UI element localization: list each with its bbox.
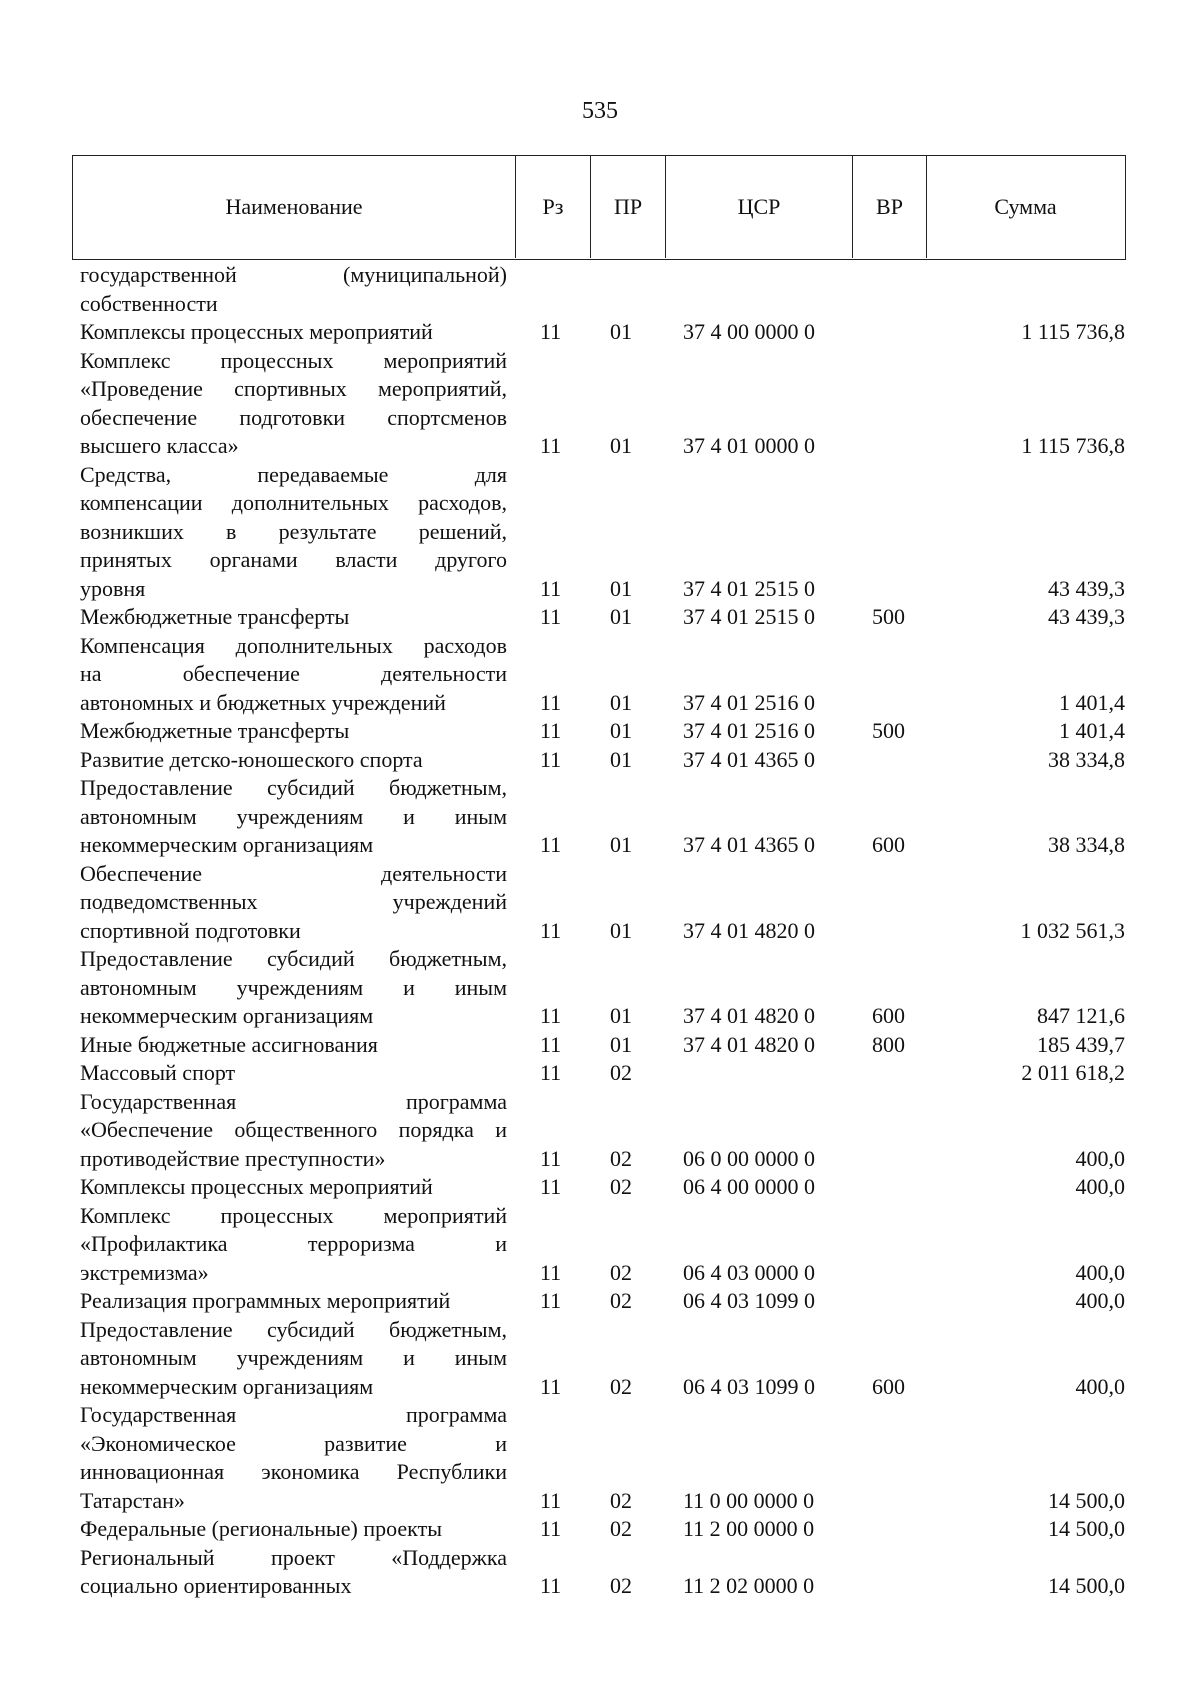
row-name-line: инновационная экономика Республики: [80, 1459, 507, 1484]
row-name-line: автономным учреждениям и иным: [80, 803, 507, 829]
row-pr: 02: [610, 1487, 632, 1513]
row-csr: 37 4 01 4365 0: [683, 832, 815, 857]
row-name-line: Компенсация дополнительных расходов: [80, 632, 507, 658]
row-name: [80, 461, 507, 604]
row-rz: 11: [540, 718, 562, 743]
row-name-line: высшего класса»: [80, 433, 239, 458]
row-name-line: Реализация программных мероприятий: [80, 1288, 451, 1313]
row-pr: 01: [610, 917, 632, 943]
row-csr: 06 0 00 0000 0: [683, 1145, 815, 1171]
row-sum: 1 032 561,3: [1020, 917, 1125, 943]
row-name: [80, 1059, 507, 1088]
header-vr: ВР: [853, 156, 927, 258]
row-pr: 02: [610, 1516, 632, 1541]
table-row: [0, 945, 1200, 1031]
row-name-line: компенсации дополнительных расходов,: [80, 490, 507, 515]
row-name-line: «Обеспечение общественного порядка и: [80, 1117, 507, 1142]
table-row: [0, 1316, 1200, 1402]
row-vr: 500: [872, 604, 905, 629]
row-pr: 02: [610, 1174, 632, 1199]
row-pr: 02: [610, 1060, 632, 1085]
row-csr: 11 2 02 0000 0: [683, 1573, 815, 1598]
row-name-line: государственной (муниципальной): [80, 262, 507, 287]
row-name-line: Иные бюджетные ассигнования: [80, 1031, 378, 1057]
row-name: [80, 1401, 507, 1515]
row-name: [80, 603, 507, 632]
row-csr: 37 4 01 4820 0: [683, 1031, 815, 1057]
row-rz: 11: [540, 1516, 562, 1541]
row-name: [80, 347, 507, 461]
row-vr: 500: [872, 718, 905, 743]
row-sum: 38 334,8: [1048, 746, 1125, 772]
row-csr: 37 4 01 4820 0: [683, 917, 815, 943]
row-rz: 11: [540, 1373, 562, 1399]
row-name-line: Татарстан»: [80, 1487, 185, 1513]
row-pr: 02: [610, 1145, 632, 1171]
row-name-line: Комплекс процессных мероприятий: [80, 1202, 507, 1228]
row-name-line: уровня: [80, 575, 146, 601]
row-name-line: Обеспечение деятельности: [80, 860, 507, 886]
table-row: [0, 1515, 1200, 1544]
row-csr: 37 4 01 4820 0: [683, 1003, 815, 1028]
row-csr: 06 4 03 0000 0: [683, 1259, 815, 1285]
row-csr: 11 0 00 0000 0: [683, 1487, 815, 1513]
row-pr: 01: [610, 319, 632, 344]
row-sum: 400,0: [1075, 1288, 1125, 1313]
page-number: 535: [582, 98, 618, 124]
row-rz: 11: [540, 1288, 562, 1313]
row-pr: 02: [610, 1573, 632, 1598]
table-row: [0, 1059, 1200, 1088]
row-rz: 11: [540, 1031, 562, 1057]
row-name: [80, 1202, 507, 1288]
row-pr: 02: [610, 1373, 632, 1399]
row-pr: 01: [610, 746, 632, 772]
row-name: [80, 746, 507, 775]
row-name-line: автономным учреждениям и иным: [80, 974, 507, 1000]
row-name: [80, 1287, 507, 1316]
header-sum: Сумма: [994, 194, 1057, 219]
row-csr: 37 4 01 4365 0: [683, 746, 815, 772]
row-name-line: некоммерческим организациям: [80, 832, 374, 857]
row-name-line: обеспечение подготовки спортсменов: [80, 404, 507, 430]
row-pr: 01: [610, 718, 632, 743]
row-rz: 11: [540, 1573, 562, 1598]
row-sum: 847 121,6: [1037, 1003, 1125, 1028]
row-rz: 11: [540, 746, 562, 772]
table-row: [0, 1088, 1200, 1174]
table-row: [0, 1202, 1200, 1288]
row-name-line: противодействие преступности»: [80, 1145, 386, 1171]
row-rz: 11: [540, 433, 562, 458]
row-rz: 11: [540, 575, 562, 601]
row-name-line: Комплексы процессных мероприятий: [80, 319, 433, 344]
row-sum: 185 439,7: [1037, 1031, 1125, 1057]
row-sum: 14 500,0: [1048, 1487, 1125, 1513]
row-name-line: экстремизма»: [80, 1259, 209, 1285]
row-sum: 1 401,4: [1059, 718, 1125, 743]
row-name: [80, 632, 507, 718]
row-name-line: социально ориентированных: [80, 1573, 352, 1598]
row-name: [80, 945, 507, 1031]
table-row: [0, 1544, 1200, 1601]
row-rz: 11: [540, 832, 562, 857]
row-sum: 1 115 736,8: [1021, 433, 1125, 458]
table-row: [0, 746, 1200, 775]
row-name: [80, 1031, 507, 1060]
row-rz: 11: [540, 1145, 562, 1171]
row-name: [80, 1173, 507, 1202]
row-name-line: собственности: [80, 290, 218, 316]
row-pr: 01: [610, 689, 632, 715]
row-name-line: Развитие детско-юношеского спорта: [80, 746, 423, 772]
row-name-line: на обеспечение деятельности: [80, 661, 507, 686]
table-row: [0, 1287, 1200, 1316]
row-sum: 43 439,3: [1048, 575, 1125, 601]
header-rz: Рз: [516, 156, 591, 258]
row-name: [80, 1515, 507, 1544]
row-name-line: автономных и бюджетных учреждений: [80, 689, 446, 715]
table-row: [0, 1401, 1200, 1515]
row-rz: 11: [540, 1174, 562, 1199]
row-csr: 37 4 01 2516 0: [683, 689, 815, 715]
row-pr: 01: [610, 1003, 632, 1028]
row-sum: 14 500,0: [1048, 1516, 1125, 1541]
row-name: [80, 261, 507, 318]
row-name-line: Федеральные (региональные) проекты: [80, 1516, 442, 1541]
table-row: [0, 347, 1200, 461]
row-name-line: спортивной подготовки: [80, 917, 301, 943]
table-row: [0, 461, 1200, 604]
table-header: [72, 155, 1126, 260]
row-name-line: подведомственных учреждений: [80, 889, 507, 914]
row-name-line: Комплексы процессных мероприятий: [80, 1174, 433, 1199]
row-name-line: Государственная программа: [80, 1088, 507, 1114]
header-name: Наименование: [73, 156, 516, 258]
row-pr: 01: [610, 433, 632, 458]
table-row: [0, 1031, 1200, 1060]
table-row: [0, 632, 1200, 718]
row-csr: 37 4 00 0000 0: [683, 319, 815, 344]
row-name-line: Региональный проект «Поддержка: [80, 1544, 507, 1570]
row-name-line: Межбюджетные трансферты: [80, 718, 350, 743]
row-name: [80, 860, 507, 946]
table-row: [0, 261, 1200, 318]
row-name-line: некоммерческим организациям: [80, 1373, 374, 1399]
row-csr: 06 4 00 0000 0: [683, 1174, 815, 1199]
header-pr: ПР: [591, 156, 666, 258]
row-name-line: автономным учреждениям и иным: [80, 1345, 507, 1370]
row-csr: 37 4 01 2515 0: [683, 575, 815, 601]
row-name-line: Межбюджетные трансферты: [80, 604, 350, 629]
table-row: [0, 774, 1200, 860]
table-row: [0, 318, 1200, 347]
row-sum: 400,0: [1075, 1145, 1125, 1171]
row-csr: 37 4 01 2516 0: [683, 718, 815, 743]
row-csr: 37 4 01 0000 0: [683, 433, 815, 458]
row-vr: 600: [872, 1003, 905, 1028]
row-name-line: некоммерческим организациям: [80, 1003, 374, 1028]
row-name: [80, 717, 507, 746]
row-rz: 11: [540, 1060, 562, 1085]
row-name-line: «Экономическое развитие и: [80, 1430, 507, 1456]
table-row: [0, 860, 1200, 946]
row-pr: 02: [610, 1259, 632, 1285]
row-vr: 600: [872, 1373, 905, 1399]
row-pr: 01: [610, 575, 632, 601]
row-name-line: Государственная программа: [80, 1402, 507, 1427]
row-name: [80, 774, 507, 860]
row-rz: 11: [540, 604, 562, 629]
row-pr: 01: [610, 1031, 632, 1057]
row-sum: 400,0: [1075, 1373, 1125, 1399]
header-csr: ЦСР: [666, 156, 853, 258]
row-vr: 800: [872, 1031, 905, 1057]
row-pr: 02: [610, 1288, 632, 1313]
table-row: [0, 1173, 1200, 1202]
row-rz: 11: [540, 689, 562, 715]
row-rz: 11: [540, 917, 562, 943]
row-name-line: принятых органами власти другого: [80, 547, 507, 572]
row-vr: 600: [872, 832, 905, 857]
row-pr: 01: [610, 604, 632, 629]
row-name: [80, 1088, 507, 1174]
row-name-line: Средства, передаваемые для: [80, 461, 507, 487]
row-sum: 1 115 736,8: [1021, 319, 1125, 344]
row-name: [80, 1544, 507, 1601]
row-csr: 06 4 03 1099 0: [683, 1288, 815, 1313]
row-name-line: возникших в результате решений,: [80, 518, 507, 544]
row-name-line: Предоставление субсидий бюджетным,: [80, 1316, 507, 1342]
row-sum: 400,0: [1075, 1259, 1125, 1285]
table-row: [0, 603, 1200, 632]
table-row: [0, 717, 1200, 746]
row-name: [80, 1316, 507, 1402]
row-sum: 38 334,8: [1048, 832, 1125, 857]
table-body: [0, 261, 1200, 1601]
row-name-line: «Профилактика терроризма и: [80, 1231, 507, 1256]
row-pr: 01: [610, 832, 632, 857]
row-name-line: Массовый спорт: [80, 1060, 236, 1085]
row-rz: 11: [540, 1487, 562, 1513]
row-sum: 2 011 618,2: [1021, 1060, 1125, 1085]
row-sum: 1 401,4: [1059, 689, 1125, 715]
row-sum: 400,0: [1075, 1174, 1125, 1199]
row-name-line: Предоставление субсидий бюджетным,: [80, 946, 507, 971]
row-name-line: Предоставление субсидий бюджетным,: [80, 775, 507, 800]
row-name: [80, 318, 507, 347]
row-sum: 14 500,0: [1048, 1573, 1125, 1598]
row-csr: 11 2 00 0000 0: [683, 1516, 815, 1541]
row-rz: 11: [540, 319, 562, 344]
row-sum: 43 439,3: [1048, 604, 1125, 629]
row-csr: 37 4 01 2515 0: [683, 604, 815, 629]
row-csr: 06 4 03 1099 0: [683, 1373, 815, 1399]
row-rz: 11: [540, 1003, 562, 1028]
row-name-line: «Проведение спортивных мероприятий,: [80, 376, 507, 401]
row-rz: 11: [540, 1259, 562, 1285]
row-name-line: Комплекс процессных мероприятий: [80, 347, 507, 373]
